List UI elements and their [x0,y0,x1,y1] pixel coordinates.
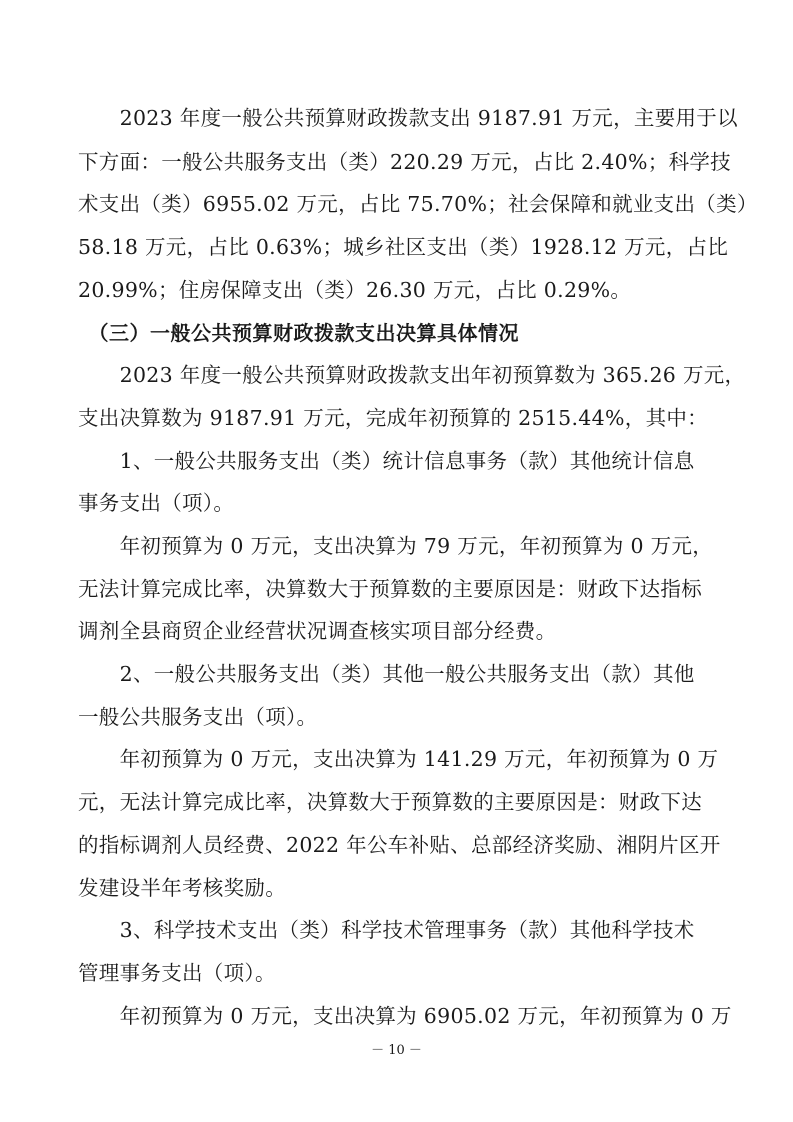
paragraph-line: 下方面：一般公共服务支出（类）220.29 万元，占比 2.40%；科学技 [78,150,731,174]
section-heading: （三）一般公共预算财政拨款支出决算具体情况 [78,321,519,345]
paragraph-line: 支出决算数为 9187.91 万元，完成年初预算的 2515.44%，其中： [78,406,708,430]
paragraph-line: 20.99%；住房保障支出（类）26.30 万元，占比 0.29%。 [78,278,632,302]
paragraph-line: 无法计算完成比率，决算数大于预算数的主要原因是：财政下达指标 [78,577,702,601]
paragraph-line: 2023 年度一般公共预算财政拨款支出年初预算数为 365.26 万元， [78,363,746,387]
paragraph-line: 元，无法计算完成比率，决算数大于预算数的主要原因是：财政下达 [78,790,702,814]
paragraph-line: 58.18 万元，占比 0.63%；城乡社区支出（类）1928.12 万元，占比 [78,235,729,259]
paragraph-line: 2023 年度一般公共预算财政拨款支出 9187.91 万元，主要用于以 [78,106,738,130]
paragraph-line: 2、一般公共服务支出（类）其他一般公共服务支出（款）其他 [78,662,695,686]
paragraph-line: 1、一般公共服务支出（类）统计信息事务（款）其他统计信息 [78,449,695,473]
paragraph-line: 年初预算为 0 万元，支出决算为 6905.02 万元，年初预算为 0 万 [78,1004,732,1028]
paragraph-line: 3、科学技术支出（类）科学技术管理事务（款）其他科学技术 [78,918,695,942]
paragraph-line: 年初预算为 0 万元，支出决算为 141.29 万元，年初预算为 0 万 [78,747,719,771]
paragraph-line: 年初预算为 0 万元，支出决算为 79 万元，年初预算为 0 万元， [78,534,714,558]
paragraph-line: 调剂全县商贸企业经营状况调查核实项目部分经费。 [78,619,557,643]
paragraph-line: 一般公共服务支出（项）。 [78,705,318,729]
paragraph-line: 管理事务支出（项）。 [78,961,276,985]
paragraph-line: 的指标调剂人员经费、2022 年公车补贴、总部经济奖励、湘阴片区开 [78,833,721,857]
page-number: － 10 － [371,1043,422,1058]
paragraph-line: 事务支出（项）。 [78,491,235,515]
paragraph-line: 术支出（类）6955.02 万元，占比 75.70%；社会保障和就业支出（类） [78,192,758,216]
paragraph-line: 发建设半年考核奖励。 [78,876,286,900]
